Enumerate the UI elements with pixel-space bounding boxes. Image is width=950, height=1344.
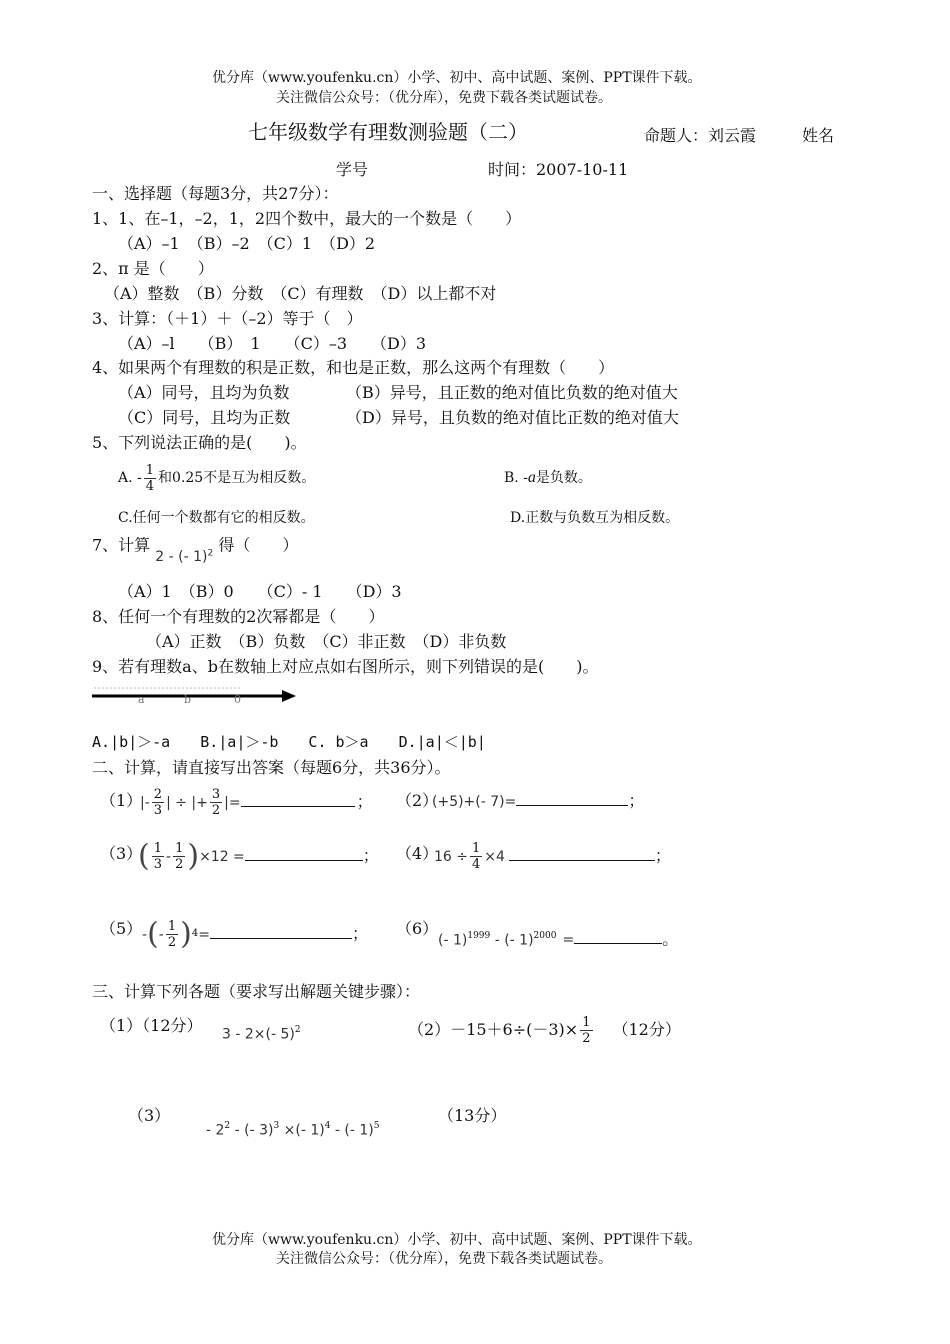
question-4-option-a: （A）同号，且均为负数: [118, 383, 290, 402]
calc-1-label: （1）: [100, 791, 143, 810]
question-5: 5、下列说法正确的是( )。: [92, 433, 307, 452]
right-paren: ): [187, 838, 200, 874]
answer-blank-2[interactable]: [516, 791, 628, 806]
section2-heading: 二、计算，请直接写出答案（每题6分，共36分）。: [92, 758, 451, 777]
problem-3-label: （3）: [128, 1106, 171, 1125]
footer-line-1: 优分库（www.youfenku.cn）小学、初中、高中试题、案例、PPT课件下载。: [212, 1232, 702, 1248]
question-4: 4、如果两个有理数的积是正数，和也是正数，那么这两个有理数（ ）: [92, 358, 615, 377]
calc-2-expr: (+5)+(- 7)=: [432, 794, 517, 810]
denominator: 2: [582, 1031, 591, 1046]
numerator: 1: [153, 841, 162, 856]
exponent: 4: [191, 928, 199, 939]
author: 命题人：刘云霞: [644, 126, 757, 145]
minus-sign: -: [166, 849, 172, 865]
number-line-arrow: [282, 690, 296, 702]
semicolon: ；: [356, 792, 373, 811]
q5-a-suffix: 和0.25不是互为相反数。: [158, 470, 316, 486]
q5-a-prefix: A. -: [118, 470, 142, 486]
power-base: (- 1): [504, 932, 534, 949]
q5-b-prefix: B. -: [504, 470, 528, 486]
left-paren: (: [147, 916, 159, 952]
answer-blank-3[interactable]: [245, 846, 363, 861]
section3-heading: 三、计算下列各题（要求写出解题关键步骤）：: [92, 982, 421, 1001]
left-paren: (: [138, 838, 150, 874]
semicolon: ；: [628, 791, 645, 810]
fraction: [144, 463, 156, 494]
question-4-option-b: （B）异号，且正数的绝对值比负数的绝对值大: [346, 383, 678, 402]
fraction: [166, 919, 178, 950]
problem-3-expression: [206, 1116, 379, 1140]
exponent: 2: [224, 1121, 231, 1131]
question-4-option-c: （C）同号，且均为正数: [118, 408, 291, 427]
denominator: 2: [175, 857, 184, 872]
semicolon: ；: [362, 846, 379, 865]
section1-heading: 一、选择题（每题3分，共27分）：: [92, 184, 339, 203]
fraction: [152, 787, 164, 818]
numerator: 2: [153, 787, 163, 802]
exponent: 4: [324, 1121, 331, 1131]
calc-1-abs-open: |-: [140, 795, 150, 811]
question-5-option-d: D.正数与负数互为相反数。: [510, 510, 680, 526]
problem-2: [408, 1010, 681, 1050]
problem-1-label: （1）（12分）: [100, 1016, 203, 1035]
denominator: 3: [153, 857, 162, 872]
denominator: 4: [145, 478, 155, 494]
student-no-label: 学号: [336, 160, 369, 179]
problem-3-score: （13分）: [438, 1106, 507, 1125]
period: 。: [662, 929, 679, 949]
problem-1-expression: [222, 1020, 301, 1044]
numerator: 3: [211, 787, 221, 802]
calc-6-label: （6）: [396, 919, 439, 938]
answer-blank-6[interactable]: [574, 929, 662, 944]
right-paren: ): [180, 916, 192, 952]
calc-3-times: ×12 =: [199, 849, 245, 865]
problem-2-label: （2）: [408, 1020, 451, 1039]
exponent: 3: [273, 1121, 280, 1131]
q7-expr-base: 2 - (- 1): [155, 548, 208, 565]
minus-sign: -: [490, 932, 505, 949]
calc-1-divide: | ÷ |: [166, 795, 197, 811]
q5-b-suffix: 是负数。: [535, 470, 592, 486]
name-label: 姓名: [802, 126, 835, 145]
question-8-options: （A）正数 （B）负数 （C）非正数 （D）非负数: [146, 632, 507, 651]
fraction: [580, 1015, 592, 1046]
exponent: 1999: [467, 931, 491, 941]
question-5-option-a: [118, 458, 315, 498]
question-4-option-d: （D）异号，且负数的绝对值比正数的绝对值大: [346, 408, 679, 427]
minus-sign: -: [142, 927, 148, 943]
page-title: 七年级数学有理数测验题（二）: [248, 120, 528, 144]
calc-2-expression: [432, 791, 644, 812]
power-base: - (- 1): [330, 1122, 374, 1139]
question-9-options: A.∣b∣＞-a B.∣a∣＞-b C. b＞a D.∣a∣＜∣b∣: [92, 733, 486, 751]
numerator: 1: [175, 841, 184, 856]
question-5-option-c: C.任何一个数都有它的相反数。: [118, 510, 315, 526]
fraction: [470, 841, 482, 872]
semicolon: ；: [654, 846, 671, 865]
power-base: - (- 3): [230, 1122, 274, 1139]
answer-blank-1[interactable]: [241, 792, 355, 807]
answer-blank-5[interactable]: [210, 924, 352, 939]
calc-4-label: （4）: [396, 844, 439, 863]
question-1: 1、1、在–1，–2，1，2四个数中，最大的一个数是（ ）: [92, 209, 522, 228]
problem-2-expr: －15＋6÷(－3)×: [450, 1020, 579, 1039]
denominator: 2: [211, 803, 221, 818]
header-line-1: 优分库（www.youfenku.cn）小学、初中、高中试题、案例、PPT课件下载。: [212, 70, 702, 86]
denominator: 2: [167, 935, 177, 950]
answer-blank-4[interactable]: [509, 846, 655, 861]
power-base: (- 1): [438, 932, 468, 949]
numerator: 1: [145, 462, 155, 478]
question-3: 3、计算：（＋1）＋（–2）等于（ ）: [92, 309, 363, 328]
fraction: [152, 841, 164, 872]
fraction: [210, 787, 222, 818]
calc-4-expression: [434, 836, 671, 877]
q7-prefix: 7、计算: [92, 535, 151, 555]
calc-4-post: ×4: [484, 849, 505, 865]
denominator: 3: [153, 803, 163, 818]
problem-2-score: （12分）: [612, 1020, 681, 1039]
calc-1-abs-close: |=: [224, 795, 241, 811]
numerator: 1: [582, 1015, 591, 1030]
question-9: 9、若有理数a、b在数轴上对应点如右图所示，则下列错误的是( )。: [92, 657, 599, 676]
minus-sign: -: [158, 927, 164, 943]
calc-3-expression: [138, 834, 379, 879]
numerator: 1: [472, 841, 481, 856]
q5-b-variable: a: [527, 469, 536, 486]
question-7: [92, 533, 299, 565]
calc-2-label: （2）: [396, 791, 439, 810]
calc-3-label: （3）: [100, 844, 143, 863]
number-line-label-0: 0: [234, 693, 241, 706]
calc-5-label: （5）: [100, 919, 143, 938]
divide-sign: ÷: [175, 795, 187, 811]
exponent: 2: [294, 1025, 301, 1035]
question-5-option-b: [504, 468, 592, 488]
question-1-options: （A）–1 （B）–2 （C）1 （D）2: [118, 234, 376, 253]
q7-expr-exponent: 2: [207, 548, 214, 558]
calc-4-pre: 16 ÷: [434, 849, 468, 865]
equals-sign: =: [198, 927, 210, 943]
header-line-2: 关注微信公众号：（优分库），免费下载各类试题试卷。: [276, 90, 612, 106]
exam-date: 时间：2007-10-11: [488, 160, 629, 179]
number-line: [92, 684, 297, 710]
footer-line-2: 关注微信公众号：（优分库），免费下载各类试题试卷。: [276, 1251, 612, 1267]
calc-1-expression: [140, 782, 373, 823]
number-line-label-a: a: [138, 693, 145, 706]
semicolon: ；: [351, 924, 368, 943]
exponent: 5: [373, 1121, 380, 1131]
calc-6-expression: [438, 926, 678, 950]
number-line-label-b: b: [184, 693, 192, 706]
fraction: [173, 841, 185, 872]
calc-5-expression: [142, 912, 368, 957]
exponent: 2000: [533, 931, 557, 941]
equals-sign: =: [562, 932, 575, 949]
power-base: ×(- 1): [279, 1122, 325, 1139]
plus-sign: +: [196, 795, 208, 811]
power-base: - 2: [206, 1122, 225, 1139]
question-3-options: （A）–l （B） 1 （C）–3 （D）3: [118, 334, 427, 353]
q7-suffix: 得（ ）: [218, 535, 299, 555]
question-8: 8、任何一个有理数的2次幂都是（ ）: [92, 607, 385, 626]
q7-expression: [155, 549, 213, 565]
numerator: 1: [167, 919, 177, 934]
question-7-options: （A）1 （B）0 （C）- 1 （D）3: [118, 582, 402, 601]
problem-1-expr: 3 - 2×(- 5): [222, 1026, 295, 1043]
question-2-options: （A）整数 （B）分数 （C）有理数 （D）以上都不对: [104, 284, 497, 303]
denominator: 4: [472, 857, 481, 872]
question-2: 2、π 是（ ）: [92, 259, 214, 278]
